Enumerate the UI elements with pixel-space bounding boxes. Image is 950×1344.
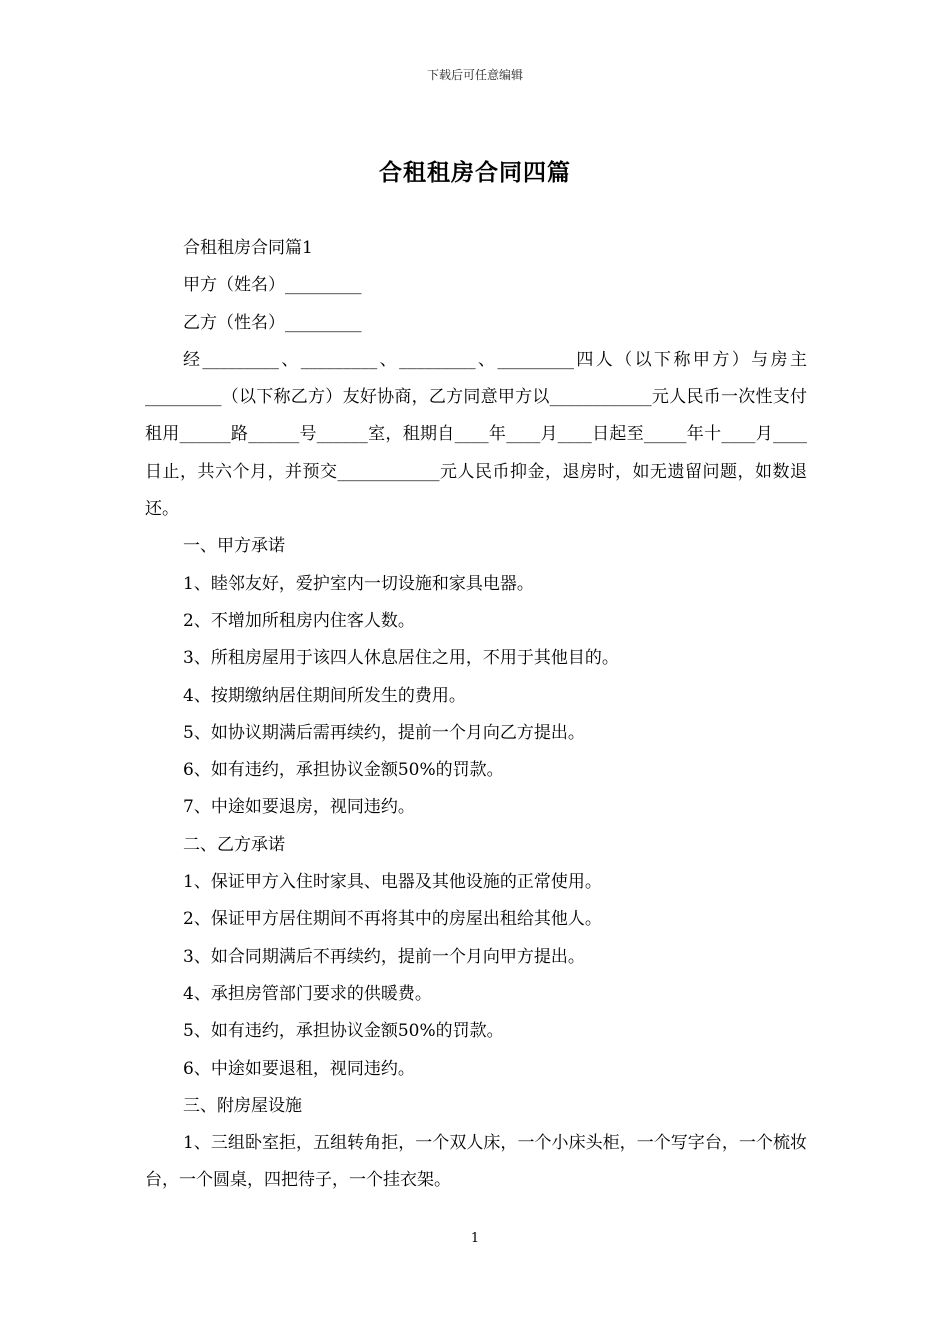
party-a-line: 甲方（姓名）_________ — [183, 275, 362, 296]
clause-item: 3、所租房屋用于该四人休息居住之用，不用于其他目的。 — [183, 648, 619, 669]
party-a-commitments-heading: 一、甲方承诺 — [183, 536, 285, 557]
clause-item: 2、保证甲方居住期间不再将其中的房屋出租给其他人。 — [183, 909, 602, 930]
facilities-heading: 三、附房屋设施 — [183, 1095, 302, 1116]
clause-item: 5、如协议期满后需再续约，提前一个月向乙方提出。 — [183, 722, 585, 743]
clause-item: 1、三组卧室拒，五组转角拒，一个双人床，一个小床头柜，一个写字台，一个梳妆台，一个圆桌，四把待子，一个挂衣架。 — [145, 1133, 807, 1191]
clause-item: 6、如有违约，承担协议金额50%的罚款。 — [183, 760, 504, 781]
document-body — [145, 230, 807, 1200]
agreement-paragraph: 经_________、_________、_________、_________四人（以下称甲方）与房主_________（以下称乙方）友好协商，乙方同意甲方以____________元人民币一次性支付租用______路______号______室，租期自____年____月____日起至_____年十____月____日止，共六个月，并预交____________元人民币抑金，退房时，如无遗留问题，如数退还。 — [145, 349, 807, 520]
document-title: 合租租房合同四篇 — [379, 159, 571, 186]
section-heading: 合租租房合同篇1 — [183, 238, 313, 258]
clause-item: 1、睦邻友好，爱护室内一切设施和家具电器。 — [183, 573, 534, 594]
page-header-note: 下载后可任意编辑 — [426, 68, 523, 82]
clause-item: 6、中途如要退租，视同违约。 — [183, 1058, 415, 1079]
clause-item: 2、不增加所租房内住客人数。 — [183, 610, 415, 631]
clause-item: 5、如有违约，承担协议金额50%的罚款。 — [183, 1021, 504, 1042]
page-number: 1 — [470, 1231, 480, 1246]
clause-item: 7、中途如要退房，视同违约。 — [183, 797, 415, 818]
party-b-line: 乙方（性名）_________ — [183, 312, 362, 333]
party-b-commitments-heading: 二、乙方承诺 — [183, 834, 285, 855]
clause-item: 1、保证甲方入住时家具、电器及其他设施的正常使用。 — [183, 872, 602, 893]
clause-item: 4、按期缴纳居住期间所发生的费用。 — [183, 685, 466, 706]
clause-item: 4、承担房管部门要求的供暖费。 — [183, 983, 432, 1004]
clause-item: 3、如合同期满后不再续约，提前一个月向甲方提出。 — [183, 946, 585, 967]
